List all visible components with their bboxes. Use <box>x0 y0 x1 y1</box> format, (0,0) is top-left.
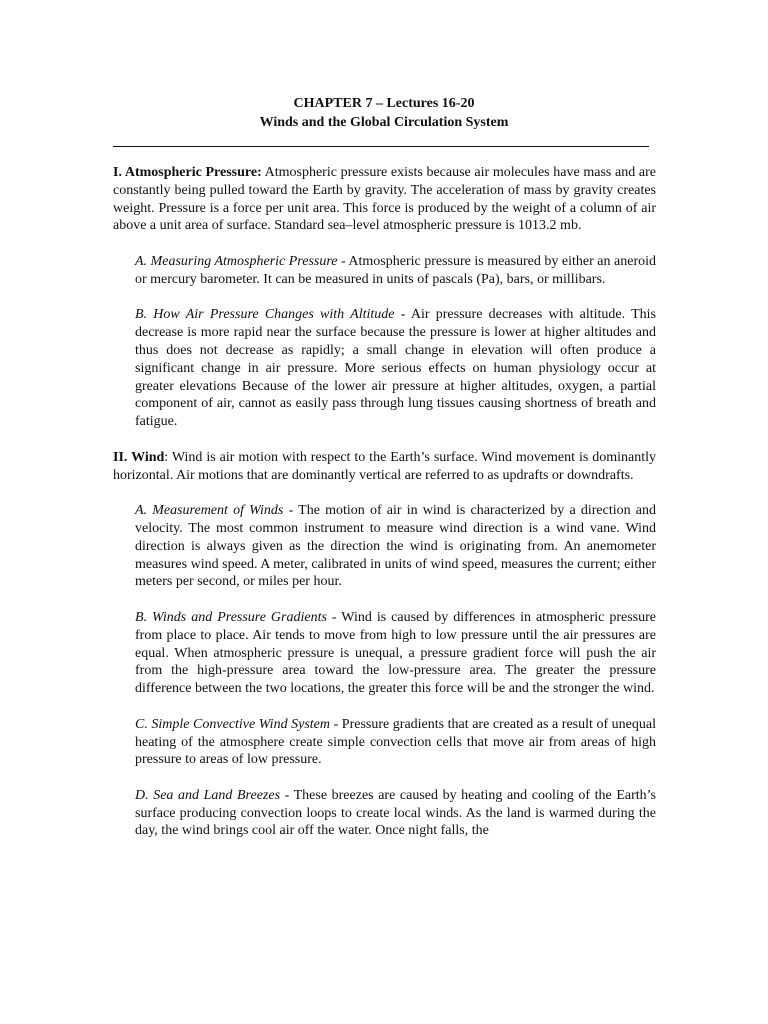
section-atmospheric-pressure <box>113 164 656 235</box>
subsection-convective-wind <box>135 716 656 769</box>
document-header <box>0 94 768 132</box>
subsection-text: - The motion of air in wind is characterized by a direction and velocity. The most common instrument to measure wind direction is a wind vane. Wind direction is always given as the direction the wind is originating from. An anemometer measures wind speed. A meter, calibrated in units of wind speed, measures the current; either meters per second, or miles per hour. <box>135 503 656 590</box>
section-text: : Wind is air motion with respect to the Earth’s surface. Wind movement is dominantly horizontal. Air motions that are dominantly vertical are referred to as updrafts or downdrafts. <box>113 449 656 483</box>
subsection-title: B. How Air Pressure Changes with Altitude <box>135 307 395 323</box>
subsection-measuring-pressure <box>135 253 656 289</box>
section-wind <box>113 449 656 485</box>
document-body <box>113 164 656 858</box>
subsection-text: - Atmospheric pressure is measured by either an aneroid or mercury barometer. It can be measured in units of pascals (Pa), bars, or millibars. <box>135 253 656 287</box>
subsection-title: A. Measuring Atmospheric Pressure <box>135 253 338 269</box>
subsection-title: D. Sea and Land Breezes <box>135 787 281 803</box>
subsection-text: - Air pressure decreases with altitude. This decrease is more rapid near the surface because the pressure is lower at higher altitudes and thus does not decrease as rapidly; a small change in elevation will often produce a significant change in air pressure. More serious effects on human physiology occur at greater elevations Because of the lower air pressure at higher altitudes, oxygen, a partial component of air, cannot as easily pass through lung tissues causing shortness of breath and fatigue. <box>135 307 657 430</box>
subsection-pressure-gradients <box>135 609 656 698</box>
subsection-title: B. Winds and Pressure Gradients <box>135 609 327 625</box>
section-heading: II. Wind <box>113 449 165 465</box>
section-heading: I. Atmospheric Pressure: <box>113 165 262 180</box>
subsection-measurement-winds <box>135 502 656 591</box>
subsection-sea-land-breezes <box>135 787 656 840</box>
header-rule <box>113 146 649 147</box>
section-text: Atmospheric pressure exists because air molecules have mass and are constantly being pulled toward the Earth by gravity. The acceleration of mass by gravity creates weight. Pressure is a force per unit area. This force is produced by the weight of a column of air above a unit area of surface. Standard sea–level atmospheric pressure is 1013.2 mb. <box>113 165 656 234</box>
subsection-text: - Wind is caused by differences in atmospheric pressure from place to place. Air tends to move from high to low pressure until the air pressures are equal. When atmospheric pressure is unequal, a pressure gradient force will push the air from the high-pressure area toward the low-pressure area. The greater the pressure difference between the two locations, the greater this force will be and the stronger the wind. <box>135 609 657 697</box>
chapter-title: Winds and the Global Circulation System <box>259 115 509 130</box>
subsection-pressure-altitude <box>135 306 656 431</box>
chapter-line: CHAPTER 7 – Lectures 16-20 <box>293 96 475 111</box>
subsection-title: C. Simple Convective Wind System <box>135 716 331 732</box>
subsection-title: A. Measurement of Winds <box>135 503 284 519</box>
subsection-text: - These breezes are caused by heating and cooling of the Earth’s surface producing convection loops to create local winds. As the land is warmed during the day, the wind brings cool air off the water. Once night falls, the <box>135 787 656 839</box>
subsection-text: - Pressure gradients that are created as a result of unequal heating of the atmosphere create simple convection cells that move air from areas of high pressure to areas of low pressure. <box>135 716 656 768</box>
